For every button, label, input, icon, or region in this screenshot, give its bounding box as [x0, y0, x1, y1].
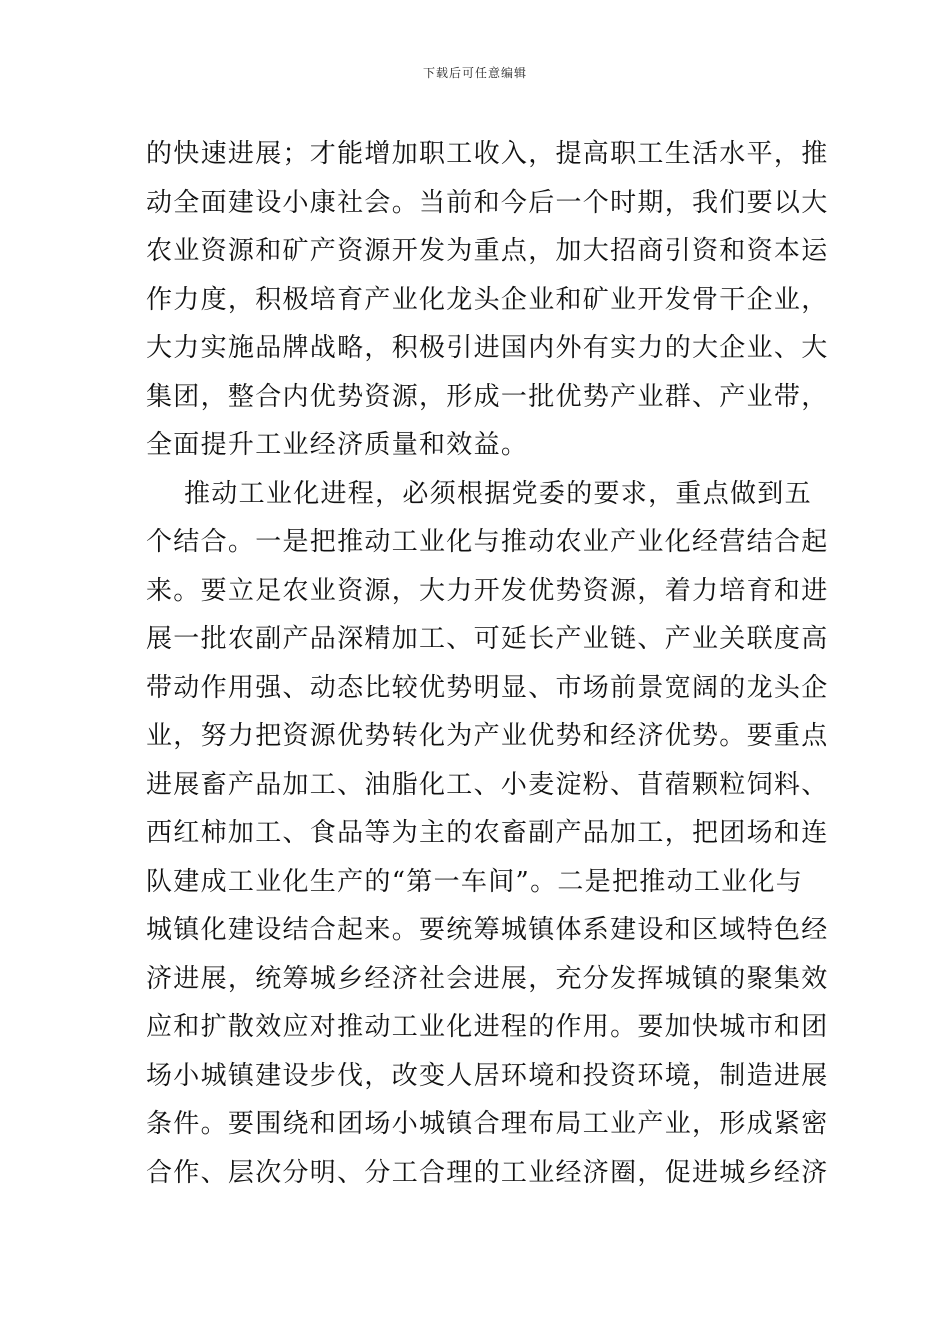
- text-line: 城镇化建设结合起来。要统筹城镇体系建设和区域特色经: [146, 915, 829, 945]
- text-line: 全面提升工业经济质量和效益。: [146, 430, 529, 460]
- text-line: 展一批农副产品深精加工、可延长产业链、产业关联度高: [146, 624, 829, 654]
- text-line: 集团，整合内优势资源，形成一批优势产业群、产业带，: [146, 381, 829, 412]
- text-line: 推动工业化进程，必须根据党委的要求，重点做到五: [184, 478, 812, 509]
- text-line: 合作、层次分明、分工合理的工业经济圈，促进城乡经济: [146, 1157, 829, 1188]
- page-header: 下载后可任意编辑: [422, 66, 527, 80]
- text-line: 个结合。一是把推动工业化与推动农业产业化经营结合起: [146, 527, 829, 557]
- paragraph: [146, 130, 829, 470]
- text-line: 西红柿加工、食品等为主的农畜副产品加工，把团场和连: [146, 818, 829, 848]
- text-line: 进展畜产品加工、油脂化工、小麦淀粉、苜蓿颗粒饲料、: [146, 769, 829, 800]
- text-line: 应和扩散效应对推动工业化进程的作用。要加快城市和团: [146, 1012, 829, 1042]
- text-line: 带动作用强、动态比较优势明显、市场前景宽阔的龙头企: [146, 672, 829, 703]
- text-line: 作力度，积极培育产业化龙头企业和矿业开发骨干企业，: [146, 284, 829, 315]
- text-line: 来。要立足农业资源，大力开发优势资源，着力培育和进: [146, 575, 829, 606]
- text-line: 场小城镇建设步伐，改变人居环境和投资环境，制造进展: [146, 1060, 829, 1091]
- text-line: 业，努力把资源优势转化为产业优势和经济优势。要重点: [146, 721, 829, 751]
- text-line: 的快速进展；才能增加职工收入，提高职工生活水平，推: [146, 139, 829, 169]
- text-line: 农业资源和矿产资源开发为重点，加大招商引资和资本运: [146, 236, 829, 266]
- text-line: 条件。要围绕和团场小城镇合理布局工业产业，形成紧密: [146, 1109, 829, 1139]
- text-line: 队建成工业化生产的“第一车间”。二是把推动工业化与: [146, 866, 804, 897]
- text-line: 大力实施品牌战略，积极引进国内外有实力的大企业、大: [146, 333, 829, 363]
- paragraph: [146, 470, 829, 1198]
- document-body: [146, 130, 829, 1197]
- text-line: 动全面建设小康社会。当前和今后一个时期，我们要以大: [146, 187, 829, 218]
- text-line: 济进展，统筹城乡经济社会进展，充分发挥城镇的聚集效: [146, 963, 829, 994]
